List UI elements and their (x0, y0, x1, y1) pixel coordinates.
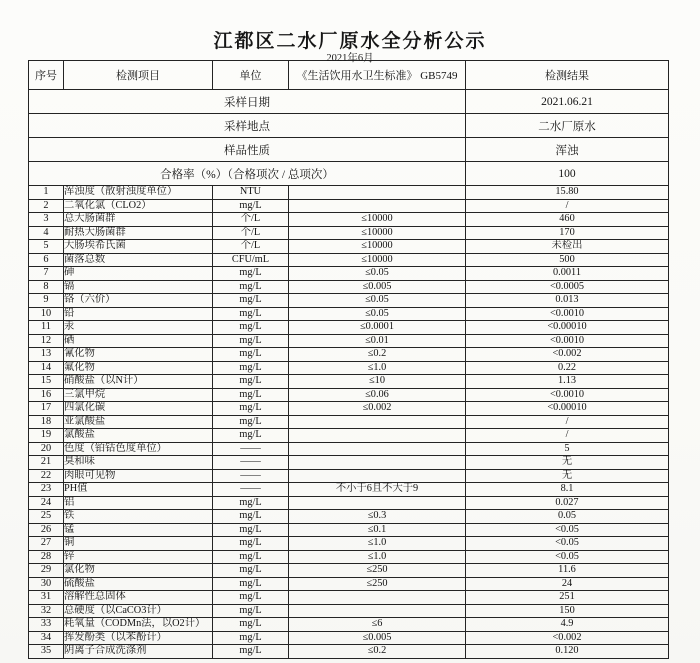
table-row (29, 388, 669, 402)
cell-item: 硒 (64, 334, 213, 348)
cell-item: 汞 (64, 321, 213, 335)
cell-unit: mg/L (213, 307, 289, 321)
cell-item: 锰 (64, 523, 213, 537)
table-row (29, 483, 669, 497)
cell-result: 1.13 (466, 375, 669, 389)
table-row (29, 523, 669, 537)
cell-item: 总大肠菌群 (64, 213, 213, 227)
cell-result: 未检出 (466, 240, 669, 254)
cell-result: 150 (466, 604, 669, 618)
cell-result: 0.0011 (466, 267, 669, 281)
cell-no: 31 (29, 591, 64, 605)
cell-no: 18 (29, 415, 64, 429)
cell-unit: mg/L (213, 550, 289, 564)
cell-no: 26 (29, 523, 64, 537)
table-row (29, 604, 669, 618)
cell-standard (289, 186, 466, 200)
cell-unit: mg/L (213, 429, 289, 443)
cell-no: 23 (29, 483, 64, 497)
cell-standard (289, 456, 466, 470)
cell-unit: mg/L (213, 604, 289, 618)
cell-result: 无 (466, 469, 669, 483)
info-label: 采样地点 (29, 114, 466, 138)
table-row (29, 186, 669, 200)
cell-result: 0.027 (466, 496, 669, 510)
cell-result: <0.05 (466, 523, 669, 537)
cell-standard: ≤0.0001 (289, 321, 466, 335)
table-row (29, 402, 669, 416)
col-header-result: 检测结果 (466, 61, 669, 90)
cell-unit: —— (213, 456, 289, 470)
cell-item: 镉 (64, 280, 213, 294)
cell-standard: ≤0.3 (289, 510, 466, 524)
cell-item: 砷 (64, 267, 213, 281)
cell-item: 氯化物 (64, 564, 213, 578)
info-row-sampling-date (29, 90, 669, 114)
cell-standard (289, 442, 466, 456)
cell-no: 21 (29, 456, 64, 470)
cell-result: 170 (466, 226, 669, 240)
cell-item: 耐热大肠菌群 (64, 226, 213, 240)
cell-standard: ≤0.1 (289, 523, 466, 537)
table-row (29, 375, 669, 389)
cell-standard: ≤10 (289, 375, 466, 389)
table-row (29, 618, 669, 632)
cell-standard: ≤250 (289, 564, 466, 578)
cell-unit: NTU (213, 186, 289, 200)
table-row (29, 321, 669, 335)
cell-item: 铬（六价） (64, 294, 213, 308)
cell-unit: —— (213, 469, 289, 483)
cell-standard (289, 496, 466, 510)
cell-result: 15.80 (466, 186, 669, 200)
cell-standard (289, 604, 466, 618)
cell-result: 24 (466, 577, 669, 591)
cell-no: 22 (29, 469, 64, 483)
table-row (29, 267, 669, 281)
table-row (29, 294, 669, 308)
cell-standard: ≤0.002 (289, 402, 466, 416)
cell-no: 30 (29, 577, 64, 591)
cell-unit: mg/L (213, 375, 289, 389)
cell-no: 29 (29, 564, 64, 578)
cell-no: 11 (29, 321, 64, 335)
table-row (29, 537, 669, 551)
cell-unit: mg/L (213, 321, 289, 335)
cell-result: <0.00010 (466, 321, 669, 335)
cell-unit: mg/L (213, 334, 289, 348)
cell-unit: mg/L (213, 564, 289, 578)
cell-no: 2 (29, 199, 64, 213)
cell-result: <0.00010 (466, 402, 669, 416)
table-row (29, 280, 669, 294)
cell-no: 4 (29, 226, 64, 240)
table-row (29, 469, 669, 483)
cell-standard (289, 415, 466, 429)
cell-no: 12 (29, 334, 64, 348)
cell-item: 硫酸盐 (64, 577, 213, 591)
table-row (29, 645, 669, 659)
cell-unit: mg/L (213, 267, 289, 281)
cell-item: 亚氯酸盐 (64, 415, 213, 429)
cell-no: 13 (29, 348, 64, 362)
cell-result: 0.22 (466, 361, 669, 375)
cell-result: <0.0010 (466, 307, 669, 321)
col-header-item: 检测项目 (64, 61, 213, 90)
cell-unit: mg/L (213, 388, 289, 402)
cell-result: 251 (466, 591, 669, 605)
info-row-sampling-location (29, 114, 669, 138)
cell-result: <0.002 (466, 631, 669, 645)
cell-result: <0.0005 (466, 280, 669, 294)
table-row (29, 415, 669, 429)
cell-standard: ≤0.01 (289, 334, 466, 348)
cell-standard: ≤250 (289, 577, 466, 591)
cell-no: 33 (29, 618, 64, 632)
cell-no: 32 (29, 604, 64, 618)
cell-no: 7 (29, 267, 64, 281)
table-row (29, 199, 669, 213)
table-row (29, 307, 669, 321)
cell-no: 1 (29, 186, 64, 200)
cell-result: / (466, 199, 669, 213)
cell-unit: mg/L (213, 280, 289, 294)
table-row (29, 240, 669, 254)
cell-standard: ≤10000 (289, 226, 466, 240)
cell-standard: ≤1.0 (289, 537, 466, 551)
cell-result: 11.6 (466, 564, 669, 578)
cell-result: 0.120 (466, 645, 669, 659)
cell-item: 挥发酚类（以苯酚计） (64, 631, 213, 645)
col-header-standard: 《生活饮用水卫生标准》 GB5749 (289, 61, 466, 90)
cell-no: 9 (29, 294, 64, 308)
table-row (29, 550, 669, 564)
cell-item: 铜 (64, 537, 213, 551)
table-row (29, 564, 669, 578)
cell-item: 硝酸盐（以N计） (64, 375, 213, 389)
cell-no: 6 (29, 253, 64, 267)
cell-unit: CFU/mL (213, 253, 289, 267)
cell-result: / (466, 429, 669, 443)
cell-no: 24 (29, 496, 64, 510)
info-label: 合格率（%）（合格项次 / 总项次） (29, 162, 466, 186)
cell-result: <0.0010 (466, 334, 669, 348)
cell-unit: 个/L (213, 213, 289, 227)
cell-standard: ≤10000 (289, 240, 466, 254)
cell-result: 8.1 (466, 483, 669, 497)
cell-unit: mg/L (213, 645, 289, 659)
cell-result: <0.002 (466, 348, 669, 362)
table-row (29, 442, 669, 456)
cell-item: 锌 (64, 550, 213, 564)
cell-item: 肉眼可见物 (64, 469, 213, 483)
cell-standard (289, 429, 466, 443)
cell-result: <0.05 (466, 550, 669, 564)
cell-no: 27 (29, 537, 64, 551)
cell-item: 三氯甲烷 (64, 388, 213, 402)
cell-result: <0.05 (466, 537, 669, 551)
cell-item: 浑浊度（散射浊度单位） (64, 186, 213, 200)
cell-result: 5 (466, 442, 669, 456)
cell-no: 8 (29, 280, 64, 294)
table-row (29, 348, 669, 362)
col-header-unit: 单位 (213, 61, 289, 90)
cell-result: 0.05 (466, 510, 669, 524)
page-subtitle: 2021年6月 (326, 53, 374, 64)
cell-no: 3 (29, 213, 64, 227)
cell-unit: mg/L (213, 577, 289, 591)
cell-item: PH值 (64, 483, 213, 497)
cell-item: 溶解性总固体 (64, 591, 213, 605)
cell-item: 阴离子合成洗涤剂 (64, 645, 213, 659)
cell-standard: ≤1.0 (289, 550, 466, 564)
cell-unit: mg/L (213, 415, 289, 429)
table-row (29, 253, 669, 267)
cell-standard: ≤1.0 (289, 361, 466, 375)
cell-no: 20 (29, 442, 64, 456)
cell-standard: ≤10000 (289, 253, 466, 267)
cell-no: 17 (29, 402, 64, 416)
cell-unit: mg/L (213, 496, 289, 510)
table-row (29, 496, 669, 510)
cell-unit: mg/L (213, 537, 289, 551)
cell-item: 菌落总数 (64, 253, 213, 267)
table-row (29, 510, 669, 524)
table-row (29, 591, 669, 605)
cell-unit: mg/L (213, 523, 289, 537)
cell-standard: ≤0.2 (289, 348, 466, 362)
table-row (29, 213, 669, 227)
info-section (29, 90, 669, 186)
table-body (29, 186, 669, 659)
cell-unit: mg/L (213, 631, 289, 645)
cell-item: 总硬度（以CaCO3计） (64, 604, 213, 618)
cell-no: 10 (29, 307, 64, 321)
cell-unit: —— (213, 442, 289, 456)
cell-item: 氟化物 (64, 361, 213, 375)
info-label: 采样日期 (29, 90, 466, 114)
cell-no: 5 (29, 240, 64, 254)
cell-unit: mg/L (213, 294, 289, 308)
cell-no: 15 (29, 375, 64, 389)
info-label: 样品性质 (29, 138, 466, 162)
table-row (29, 429, 669, 443)
cell-result: 500 (466, 253, 669, 267)
cell-no: 34 (29, 631, 64, 645)
table-row (29, 456, 669, 470)
cell-item: 耗氧量（CODMn法，以O2计） (64, 618, 213, 632)
cell-no: 25 (29, 510, 64, 524)
cell-standard (289, 469, 466, 483)
table-row (29, 361, 669, 375)
cell-standard: ≤0.06 (289, 388, 466, 402)
col-header-no: 序号 (29, 61, 64, 90)
table-row (29, 631, 669, 645)
cell-result: 4.9 (466, 618, 669, 632)
cell-result: 0.013 (466, 294, 669, 308)
cell-unit: 个/L (213, 240, 289, 254)
cell-item: 二氧化氯（CLO2） (64, 199, 213, 213)
cell-item: 色度（铂钴色度单位） (64, 442, 213, 456)
cell-unit: 个/L (213, 226, 289, 240)
info-value: 浑浊 (466, 138, 669, 162)
cell-unit: mg/L (213, 199, 289, 213)
info-value: 2021.06.21 (466, 90, 669, 114)
cell-no: 28 (29, 550, 64, 564)
cell-item: 四氯化碳 (64, 402, 213, 416)
cell-result: / (466, 415, 669, 429)
cell-no: 14 (29, 361, 64, 375)
cell-unit: mg/L (213, 618, 289, 632)
cell-standard: ≤0.05 (289, 294, 466, 308)
cell-item: 铝 (64, 496, 213, 510)
info-value: 二水厂原水 (466, 114, 669, 138)
analysis-table (28, 60, 669, 659)
cell-standard: ≤0.05 (289, 267, 466, 281)
cell-unit: —— (213, 483, 289, 497)
cell-no: 16 (29, 388, 64, 402)
page-title: 江都区二水厂原水全分析公示 (213, 31, 487, 52)
cell-item: 铁 (64, 510, 213, 524)
cell-no: 35 (29, 645, 64, 659)
cell-standard: ≤0.005 (289, 280, 466, 294)
info-row-sample-property (29, 138, 669, 162)
cell-standard: ≤6 (289, 618, 466, 632)
cell-unit: mg/L (213, 402, 289, 416)
cell-no: 19 (29, 429, 64, 443)
cell-item: 臭和味 (64, 456, 213, 470)
cell-standard: ≤10000 (289, 213, 466, 227)
cell-standard: ≤0.2 (289, 645, 466, 659)
info-value: 100 (466, 162, 669, 186)
cell-item: 氰化物 (64, 348, 213, 362)
cell-unit: mg/L (213, 510, 289, 524)
cell-unit: mg/L (213, 361, 289, 375)
table-row (29, 226, 669, 240)
cell-unit: mg/L (213, 591, 289, 605)
cell-standard: ≤0.05 (289, 307, 466, 321)
cell-item: 铅 (64, 307, 213, 321)
cell-result: 460 (466, 213, 669, 227)
cell-standard (289, 591, 466, 605)
cell-result: 无 (466, 456, 669, 470)
cell-standard: ≤0.005 (289, 631, 466, 645)
cell-result: <0.0010 (466, 388, 669, 402)
cell-item: 大肠埃希氏菌 (64, 240, 213, 254)
table-row (29, 334, 669, 348)
cell-standard (289, 199, 466, 213)
cell-standard: 不小于6且不大于9 (289, 483, 466, 497)
table-row (29, 577, 669, 591)
cell-unit: mg/L (213, 348, 289, 362)
cell-item: 氯酸盐 (64, 429, 213, 443)
info-row-pass-rate (29, 162, 669, 186)
